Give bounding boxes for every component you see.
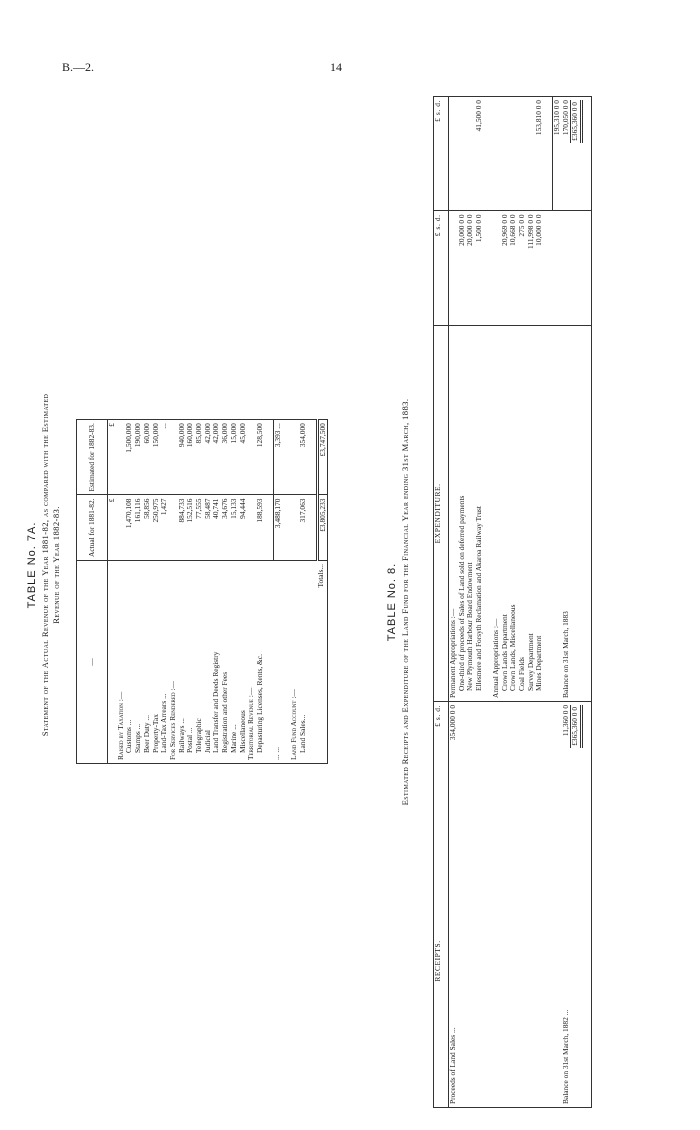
- expenditure-item-label: Survey Department: [527, 325, 536, 701]
- table-7a-actual-value: 188,593: [256, 495, 265, 561]
- table-7a-actual-value: 152,516: [186, 495, 195, 561]
- expenditure-lsd-header: £ s. d.: [434, 211, 449, 325]
- table-7a-actual-header: Actual for 1881-82.: [77, 495, 108, 561]
- receipts-header: RECEIPTS.: [434, 815, 449, 1108]
- balance-amount: 170,050 0 0: [562, 97, 571, 211]
- permanent-subtotal: 41,500 0 0: [475, 97, 484, 211]
- annual-subtotal: 153,810 0 0: [535, 97, 544, 211]
- table-8-section: [384, 96, 592, 1108]
- table-7a-row-label: Miscellaneous: [237, 710, 247, 753]
- report-id: B.—2.: [62, 60, 95, 74]
- table-7a-estimated-value: 60,000: [143, 420, 152, 495]
- table-row: [125, 420, 134, 764]
- table-7a-subtotal-label: ... ...: [272, 747, 282, 760]
- page-number: 14: [330, 60, 342, 74]
- totals-label: Totals...: [316, 564, 326, 588]
- table-7a-label-header: —: [77, 561, 108, 764]
- table-7a: [76, 419, 328, 764]
- receipt-amount: 11,360 0 0: [560, 704, 570, 737]
- table-7a-estimated-value: 85,000: [195, 420, 204, 495]
- table-7a-section-heading: Raised by Taxation :—: [115, 691, 125, 760]
- receipts-lsd-header: £ s. d.: [434, 701, 449, 815]
- table-7a-row-label: Marine ...: [228, 724, 238, 753]
- table-7a-actual-value: 15,133: [230, 495, 239, 561]
- table-7a-row-label: Beer Duty ...: [141, 715, 151, 753]
- table-7a-section: [24, 330, 328, 800]
- table-7a-actual-value: 58,856: [143, 495, 152, 561]
- table-7a-estimated-value: 45,000: [239, 420, 248, 495]
- table-7a-estimated-value: 940,000: [178, 420, 187, 495]
- table-7a-subtotal-actual: 3,488,170: [273, 495, 282, 561]
- table-7a-caption: [24, 330, 62, 800]
- table-8-subtitle: Estimated Receipts and Expenditure of the Land Fund for the Financial Year ending 31st March, 1883.: [400, 398, 410, 806]
- table-8-caption: [384, 96, 411, 1108]
- expenditure-item-label: Ellesmere and Forsyth Reclamation and Akaroa Railway Trust: [475, 325, 484, 701]
- table-7a-row-label: Telegraphic: [194, 718, 204, 753]
- table-7a-title: TABLE No. 7A.: [26, 521, 38, 609]
- table-7a-row-label: Land-Tax Arrears ...: [159, 693, 169, 753]
- land-sales-estimated: 354,000: [299, 420, 308, 495]
- table-7a-estimated-value: 128,500: [256, 420, 265, 495]
- receipt-label: Proceeds of Land Sales ...: [448, 1027, 457, 1104]
- expenditure-total: £365,360 0 0: [570, 100, 583, 143]
- expenditure-item-amount: 1,500 0 0: [475, 211, 484, 325]
- table-7a-row-label: Judicial: [202, 730, 212, 753]
- table-7a-actual-value: 77,555: [195, 495, 204, 561]
- expenditure-item-amount: 20,969 0 0: [501, 211, 510, 325]
- expenditure-item-label: Coal Fields: [518, 325, 527, 701]
- expenditure-item-label: Crown Lands, Miscellaneous: [509, 325, 518, 701]
- expenditure-sum-total: 195,310 0 0: [553, 97, 562, 211]
- expenditure-item-label: New Plymouth Harbour Board Endowment: [466, 325, 475, 701]
- currency-symbol: £: [108, 420, 117, 495]
- table-7a-row-label: Registration and other Fees: [220, 671, 230, 753]
- table-7a-subtotal-estimated: 3,393 ...: [273, 420, 282, 495]
- land-sales-actual: 317,063: [299, 495, 308, 561]
- table-7a-estimated-value: 15,000: [230, 420, 239, 495]
- permanent-heading: Permanent Appropriations :—: [449, 325, 458, 701]
- table-7a-actual-value: 58,487: [204, 495, 213, 561]
- table-7a-row-label: Stamps ...: [133, 723, 143, 753]
- table-7a-subtitle-1: Statement of the Actual Revenue of the Year 1881-82, as compared with the Estimated: [40, 393, 50, 737]
- expenditure-header: EXPENDITURE.: [434, 325, 449, 701]
- table-row: [221, 420, 230, 764]
- expenditure-item-amount: 275 0 0: [518, 211, 527, 325]
- table-7a-row-label: Land Transfer and Deeds Registry: [211, 651, 221, 753]
- expenditure-item-amount: 111,998 0 0: [527, 211, 536, 325]
- expenditure-item-amount: 10,668 0 0: [509, 211, 518, 325]
- table-row: [178, 420, 187, 764]
- expenditure-item-label: Crown Lands Department: [501, 325, 510, 701]
- expenditure-total-lsd-header: £ s. d.: [434, 97, 449, 211]
- table-7a-actual-value: 161,116: [134, 495, 143, 561]
- table-7a-row-label: Depasturing Licenses, Rents, &c.: [254, 654, 264, 753]
- table-7a-section-heading: Territorial Revenue :—: [246, 687, 256, 760]
- table-7a-estimated-value: 190,000: [134, 420, 143, 495]
- table-row: [117, 420, 126, 764]
- table-7a-actual-value: 40,741: [212, 495, 221, 561]
- table-7a-actual-value: 94,444: [239, 495, 248, 561]
- table-7a-estimated-value: 36,000: [221, 420, 230, 495]
- table-row: [143, 420, 152, 764]
- annual-heading: Annual Appropriations :—: [492, 325, 501, 701]
- table-7a-estimated-value: 42,000: [204, 420, 213, 495]
- currency-symbol: £: [108, 495, 117, 561]
- table-7a-estimated-value: 150,000: [152, 420, 161, 495]
- receipt-amount: 354,000 0 0: [448, 704, 457, 741]
- expenditure-item-amount: 10,000 0 0: [535, 211, 544, 325]
- expenditure-item-label: Mines Department: [535, 325, 544, 701]
- table-7a-row-label: Property-Tax: [150, 714, 160, 753]
- table-row: [256, 420, 265, 764]
- receipt-label: Balance on 31st March, 1882 ...: [560, 1009, 570, 1104]
- table-7a-row-label: Customs ...: [124, 719, 134, 753]
- table-row: [186, 420, 195, 764]
- table-row: [169, 420, 178, 764]
- table-7a-actual-value: 884,733: [178, 495, 187, 561]
- table-7a-estimated-value: 42,000: [212, 420, 221, 495]
- expenditure-item-label: One-third of proceeds of Sales of Land sold on deferred payments: [458, 325, 467, 701]
- table-7a-row-label: Railways ...: [176, 718, 186, 753]
- table-7a-section-heading: For Services Rendered :—: [167, 681, 177, 760]
- expenditure-item-amount: 20,000 0 0: [466, 211, 475, 325]
- land-sales-label: Land Sales...: [298, 714, 308, 753]
- land-fund-heading: Land Fund Account :—: [289, 689, 299, 760]
- table-7a-estimated-value: 1,500,000: [125, 420, 134, 495]
- table-7a-actual-value: 34,676: [221, 495, 230, 561]
- receipts-total: £365,360 0 0: [570, 705, 583, 748]
- table-7a-estimated-value: 160,000: [186, 420, 195, 495]
- table-7a-actual-value: 1,470,108: [125, 495, 134, 561]
- table-7a-subtitle-2: Revenue of the Year 1882-83.: [51, 506, 61, 624]
- table-7a-actual-value: 250,975: [152, 495, 161, 561]
- balance-label: Balance on 31st March, 1883: [562, 325, 571, 701]
- expenditure-item-amount: 20,000 0 0: [458, 211, 467, 325]
- table-7a-actual-value: 1,427: [160, 495, 169, 561]
- table-7a-estimated-header: Estimated for 1882-83.: [77, 420, 108, 495]
- table-8: [433, 96, 592, 1108]
- table-7a-row-label: Postal ...: [185, 727, 195, 753]
- table-row: [195, 420, 204, 764]
- totals-actual: £3,805,233: [317, 495, 328, 561]
- totals-estimated: £3,747,500: [317, 420, 328, 495]
- table-8-title: TABLE No. 8.: [386, 562, 398, 642]
- table-row: [134, 420, 143, 764]
- table-7a-estimated-value: ...: [160, 420, 169, 495]
